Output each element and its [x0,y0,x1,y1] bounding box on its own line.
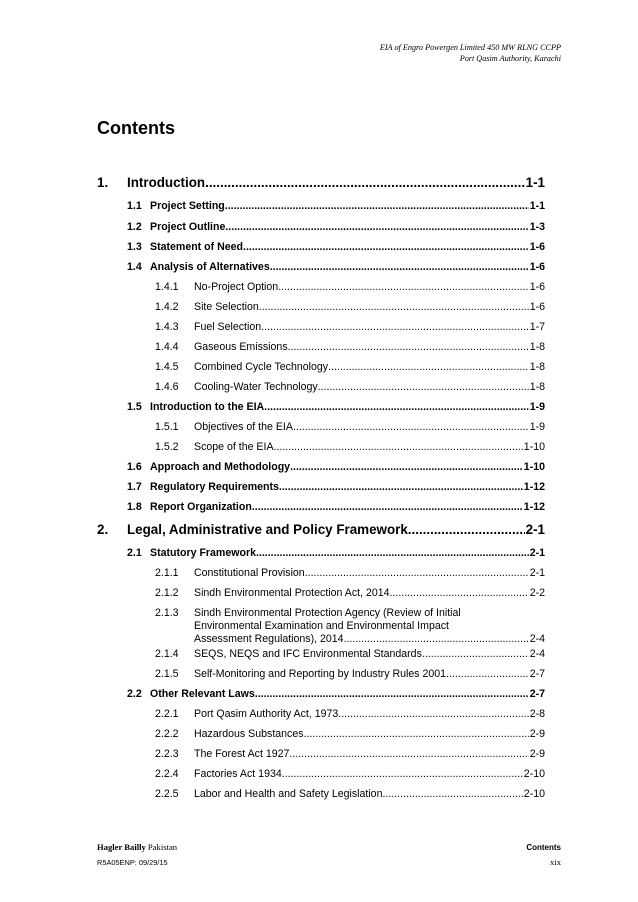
toc-entry-label: Regulatory Requirements [150,481,279,493]
toc-entry-page: 1-1 [529,200,545,212]
toc-entry-label: Approach and Methodology [150,461,291,473]
toc-leader-dots [256,547,529,559]
toc-leader-dots [243,241,529,253]
toc-entry-page: 1-9 [529,401,545,413]
toc-section-entry[interactable] [127,688,545,700]
toc-entry-label: Site Selection [194,301,259,313]
toc-subsection-entry[interactable] [155,567,545,579]
toc-entry-page: 1-6 [529,281,545,293]
toc-entry-page: 1-9 [529,421,545,433]
toc-entry-label: Legal, Administrative and Policy Framework [127,522,408,537]
toc-entry-label: Factories Act 1934 [194,768,282,780]
toc-entry-page: 2-4 [529,633,545,645]
toc-subsection-entry[interactable] [155,668,545,680]
toc-entry-page: 2-4 [529,648,545,660]
toc-leader-dots [278,281,528,293]
toc-entry-page: 1-10 [523,461,545,473]
toc-leader-dots [288,341,529,353]
toc-leader-dots [408,522,525,537]
header-line-2: Port Qasim Authority, Karachi [459,54,561,63]
toc-entry-label: Gaseous Emissions [194,341,288,353]
toc-leader-dots [274,441,523,453]
toc-entry-page: 2-9 [529,728,545,740]
toc-leader-dots [305,567,529,579]
toc-entry-label: Objectives of the EIA [194,421,293,433]
toc-entry-page: 1-8 [529,361,545,373]
footer-section: Contents [526,843,561,852]
toc-subsection-entry[interactable] [155,361,545,373]
toc-leader-dots [279,481,523,493]
toc-entry-number: 2.1.3 [155,607,179,619]
toc-leader-dots [225,200,529,212]
toc-subsection-entry[interactable] [155,708,545,720]
toc-section-entry[interactable] [127,241,545,253]
toc-entry-number: 1.4.4 [155,341,179,353]
toc-entry-label: Project Outline [150,221,226,233]
toc-entry-page: 2-7 [529,668,545,680]
footer-left [97,840,177,870]
toc-entry-label: Fuel Selection [194,321,262,333]
footer-company-rest: Pakistan [145,842,178,852]
toc-entry-number: 1.5.2 [155,441,179,453]
toc-leader-dots [264,401,529,413]
toc-entry-number: 2.2 [127,688,142,700]
toc-entry-number: 1.8 [127,501,142,513]
toc-subsection-entry[interactable] [155,381,545,393]
toc-entry-page: 2-10 [523,788,545,800]
toc-entry-page: 1-6 [529,241,545,253]
toc-leader-dots [225,221,528,233]
toc-entry-number: 1.4.6 [155,381,179,393]
toc-subsection-entry[interactable] [155,587,545,599]
toc-subsection-entry[interactable] [155,728,545,740]
toc-chapter-entry[interactable] [97,175,545,190]
toc-section-entry[interactable] [127,221,545,233]
toc-subsection-entry[interactable] [155,441,545,453]
toc-entry-number: 2.1.5 [155,668,179,680]
toc-entry-number: 2.2.5 [155,788,179,800]
toc-leader-dots [382,788,522,800]
toc-leader-dots [289,748,528,760]
toc-leader-dots [338,708,528,720]
toc-entry-page: 2-1 [529,547,545,559]
toc-subsection-entry[interactable] [155,748,545,760]
toc-entry-label: The Forest Act 1927 [194,748,290,760]
toc-entry-label: Scope of the EIA [194,441,274,453]
toc-entry-page: 2-8 [529,708,545,720]
toc-entry-page: 2-1 [525,522,545,537]
toc-entry-number: 1. [97,175,109,190]
toc-entry-label: Statement of Need [150,241,244,253]
toc-entry-number: 1.1 [127,200,142,212]
toc-leader-dots [290,461,523,473]
toc-entry-number: 2.2.1 [155,708,179,720]
toc-entry-page: 2-7 [529,688,545,700]
toc-section-entry[interactable] [127,501,545,513]
toc-entry-label: Report Organization [150,501,252,513]
toc-subsection-entry[interactable] [155,788,545,800]
toc-entry-number: 1.6 [127,461,142,473]
toc-entry-page: 1-1 [525,175,545,190]
toc-entry-label: Introduction [127,175,206,190]
toc-section-entry[interactable] [127,481,545,493]
toc-entry-page: 2-9 [529,748,545,760]
toc-entry-label: No-Project Option [194,281,279,293]
toc-leader-dots [282,768,523,780]
toc-subsection-entry[interactable] [155,648,545,660]
toc-entry-page: 1-10 [523,441,545,453]
toc-leader-dots [446,668,529,680]
toc-entry-number: 1.4.3 [155,321,179,333]
toc-entry-page: 1-12 [523,501,545,513]
toc-entry-label: Statutory Framework [150,547,256,559]
toc-leader-dots [390,587,529,599]
toc-leader-dots [304,728,529,740]
toc-entry-number: 1.4.2 [155,301,179,313]
toc-entry-label: Combined Cycle Technology [194,361,329,373]
toc-entry-label: Hazardous Substances [194,728,304,740]
toc-leader-dots [270,261,529,273]
toc-leader-dots [328,361,529,373]
toc-entry-label: Cooling-Water Technology [194,381,318,393]
header-line-1: EIA of Engro Powergen Limited 450 MW RLNG CCPP [379,43,561,52]
toc-entry-number: 1.4.5 [155,361,179,373]
toc-leader-dots [259,301,529,313]
toc-entry-label: Constitutional Provision [194,567,305,579]
toc-entry-label: Labor and Health and Safety Legislation [194,788,383,800]
toc-leader-dots [205,175,525,190]
toc-leader-dots [318,381,529,393]
toc-subsection-entry[interactable] [155,321,545,333]
toc-entry-label: Port Qasim Authority Act, 1973 [194,708,339,720]
toc-leader-dots [344,633,529,646]
toc-entry-label: Project Setting [150,200,225,212]
footer-right [526,840,561,870]
toc-entry-number: 1.7 [127,481,142,493]
toc-entry-page: 1-6 [529,261,545,273]
toc-entry-page: 1-8 [529,341,545,353]
toc-entry-label: Self-Monitoring and Reporting by Industry Rules 2001 [194,668,447,680]
toc-section-entry[interactable] [127,261,545,273]
toc-section-entry[interactable] [127,461,545,473]
toc-entry-page: 2-1 [529,567,545,579]
toc-entry-label: Sindh Environmental Protection Act, 2014 [194,587,390,599]
toc-entry-page: 1-8 [529,381,545,393]
toc-leader-dots [422,648,529,660]
toc-entry-number: 2.1.2 [155,587,179,599]
toc-entry-label: SEQS, NEQS and IFC Environmental Standards [194,648,422,660]
toc-entry-number: 2.1 [127,547,142,559]
toc-entry-label: Other Relevant Laws [150,688,255,700]
toc-entry-number: 1.5.1 [155,421,179,433]
toc-subsection-entry[interactable] [155,341,545,353]
toc-entry-number: 1.3 [127,241,142,253]
toc-leader-dots [255,688,529,700]
toc-entry-page: 2-10 [523,768,545,780]
toc-entry-number: 2.2.4 [155,768,179,780]
toc-entry-label: Introduction to the EIA [150,401,265,413]
toc-entry-page: 2-2 [529,587,545,599]
toc-entry-page: 1-3 [529,221,545,233]
toc-leader-dots [252,501,523,513]
toc-entry-number: 2.1.4 [155,648,179,660]
toc-entry-label: Sindh Environmental Protection Agency (Review of Initial [194,607,461,619]
toc-subsection-entry[interactable] [155,301,545,313]
footer-page-number: xix [550,857,561,867]
toc-entry-number: 2.1.1 [155,567,179,579]
toc-subsection-entry[interactable] [155,768,545,780]
toc-entry-label-line-2: Environmental Examination and Environmental Impact [194,620,449,632]
toc-entry-number: 2.2.3 [155,748,179,760]
page-title: Contents [97,118,175,138]
toc-entry-label-line-3: Assessment Regulations), 2014 [194,633,344,645]
toc-chapter-entry[interactable] [97,522,545,537]
toc-section-entry[interactable] [127,547,545,559]
toc-entry-page: 1-6 [529,301,545,313]
toc-leader-dots [261,321,529,333]
toc-entry-label: Analysis of Alternatives [150,261,270,273]
toc-entry-page: 1-12 [523,481,545,493]
toc-entry-number: 2.2.2 [155,728,179,740]
toc-subsection-entry[interactable] [155,281,545,293]
toc-entry-number: 1.5 [127,401,142,413]
toc-entry-page: 1-7 [529,321,545,333]
toc-leader-dots [293,421,529,433]
footer-doc-code: R5A05ENP: 09/29/15 [97,858,168,867]
toc-entry-number: 1.2 [127,221,142,233]
toc-subsection-entry[interactable] [155,421,545,433]
toc-section-entry[interactable] [127,401,545,413]
toc-section-entry[interactable] [127,200,545,212]
footer-company-bold: Hagler Bailly [97,842,146,852]
toc-entry-number: 1.4 [127,261,142,273]
toc-entry-number: 2. [97,522,109,537]
toc-entry-number: 1.4.1 [155,281,179,293]
